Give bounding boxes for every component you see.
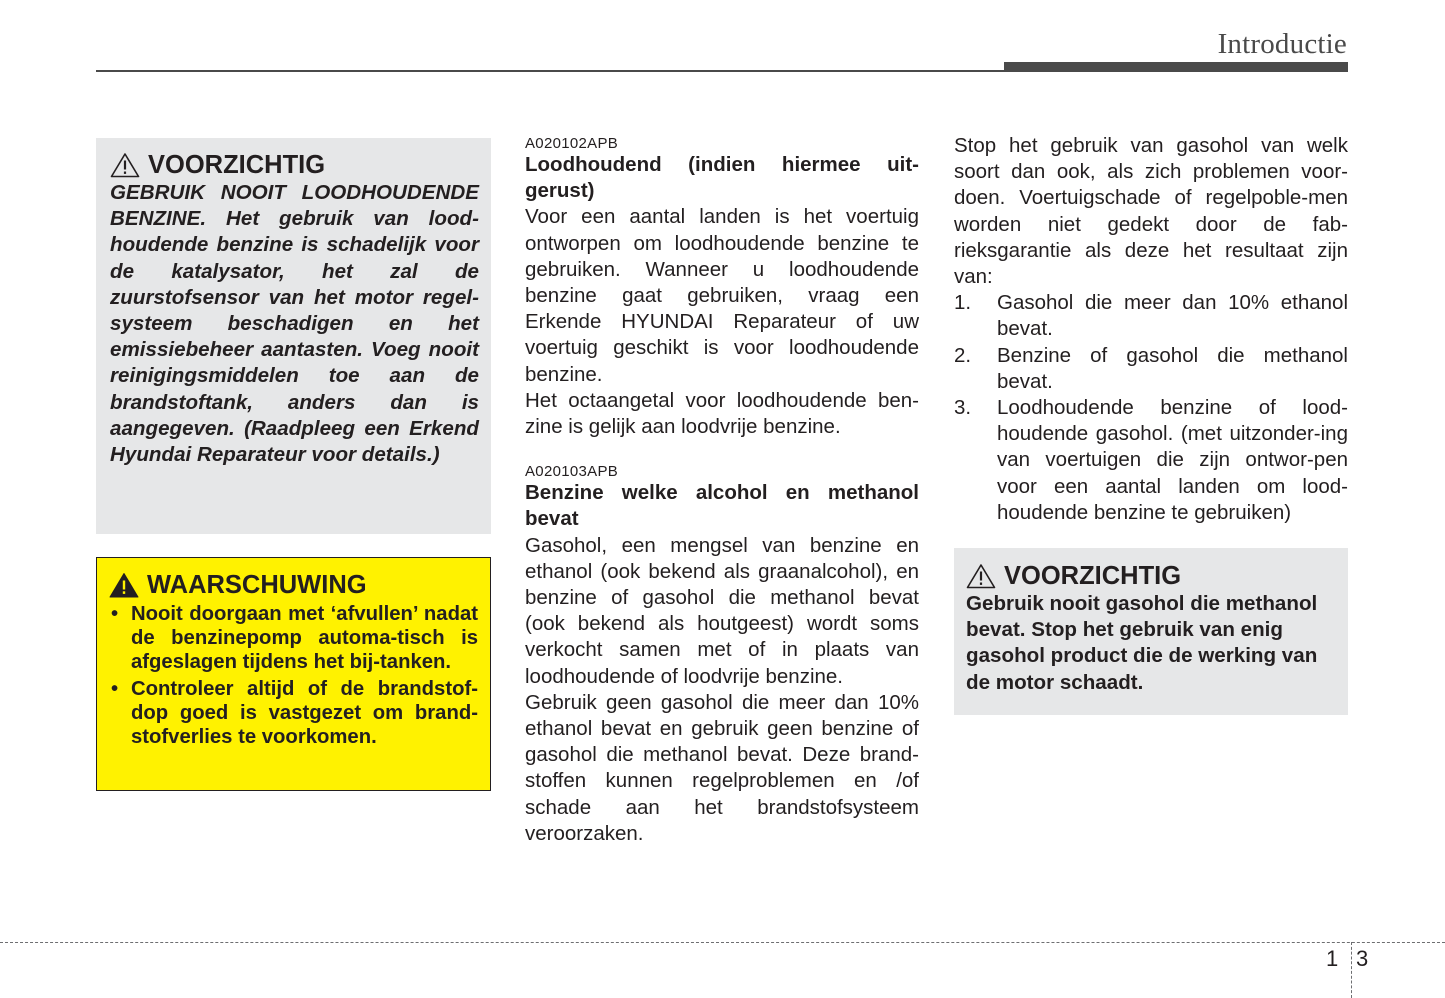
caution-heading-text: VOORZICHTIG <box>148 151 326 179</box>
footer-rule <box>0 942 1445 943</box>
paragraph: Het octaangetal voor loodhoudende ben-zine is gelijk aan loodvrije benzine. <box>525 388 919 439</box>
caution-heading <box>966 561 1336 591</box>
list-number: 2. <box>954 343 972 367</box>
warning-item: • Nooit doorgaan met ‘afvullen’ nadat de benzinepomp automa-tisch is afgeslagen tijdens het bij-tanken. <box>109 602 478 674</box>
section-title-leaded: Loodhoudend (indien hiermee uit-gerust) <box>525 153 919 203</box>
list-item <box>954 290 1348 342</box>
caution-body-text: Gebruik nooit gasohol die methanol bevat. Stop het gebruik van enig gasohol product die de werking van de motor schaadt. <box>966 592 1318 694</box>
caution-body-text: GEBRUIK NOOIT LOODHOUDENDE BENZINE. Het gebruik van lood-houdende benzine is schadelijk voor de katalysator, het zal de zuurstofsensor van het motor regel-systeem beschadigen en het emissiebeheer aantasten. Voeg nooit reinigingsmiddelen toe aan de brandstoftank, anders dan is aangegeven. (Raadpleeg een Erkend Hyundai Reparateur voor details.) <box>110 181 479 467</box>
header-rule <box>96 70 1006 72</box>
header-rule-bold <box>1004 62 1348 72</box>
warning-list <box>109 602 478 749</box>
caution-box-leaded-fuel <box>96 138 491 534</box>
caution-triangle-icon <box>966 563 996 589</box>
warning-item: • Controleer altijd of de brandstof-dop goed is vastgezet om brand-stofverlies te voorkomen. <box>109 677 478 749</box>
list-text: Loodhoudende benzine of lood-houdende gasohol. (met uitzonder-ing van voertuigen die zijn ontwor-pen voor een aantal landen om lood-houdende benzine te gebruiken) <box>997 396 1348 524</box>
warning-heading <box>109 570 478 600</box>
paragraph: Voor een aantal landen is het voertuig ontworpen om loodhoudende benzine te gebruiken. Wanneer u loodhoudende benzine gaat gebruiken, vraag een Erkende HYUNDAI Reparateur of uw voertuig geschikt is voor loodhoudende benzine. <box>525 205 919 386</box>
section-title-alcohol: Benzine welke alcohol en methanol bevat <box>525 481 919 531</box>
list-number: 3. <box>954 396 972 420</box>
caution-heading-text: VOORZICHTIG <box>1004 562 1182 590</box>
column-middle <box>525 135 919 847</box>
list-text: Benzine of gasohol die methanol bevat. <box>997 343 1348 393</box>
list-item <box>954 395 1348 526</box>
section-code: A020103APB <box>525 463 619 481</box>
caution-triangle-icon <box>110 152 140 178</box>
warning-heading-text: WAARSCHUWING <box>147 571 367 599</box>
column-right <box>954 133 1348 526</box>
caution-box-methanol <box>954 548 1348 715</box>
section-code: A020102APB <box>525 135 619 152</box>
warning-triangle-icon <box>109 572 139 598</box>
paragraph: Stop het gebruik van gasohol van welk soort dan ook, als zich problemen voor-doen. Voertuigschade of regelpoble-men worden niet gedekt door de fab-rieksgarantie als deze het resultaat zijn van: <box>954 134 1348 289</box>
caution-heading <box>110 150 479 180</box>
list-text: Gasohol die meer dan 10% ethanol bevat. <box>997 291 1348 341</box>
paragraph: Gasohol, een mengsel van benzine en ethanol (ook bekend als graanalcohol), en benzine of gasohol die methanol bevat (ook bekend als houtgeest) wordt soms verkocht samen met of in plaats van loodhoudende of loodvrije benzine. <box>525 533 919 688</box>
numbered-list <box>954 290 1348 526</box>
list-item <box>954 343 1348 395</box>
warning-box-refuelling <box>96 557 491 791</box>
chapter-number: 1 <box>1326 946 1339 971</box>
paragraph: Gebruik geen gasohol die meer dan 10% ethanol bevat en gebruik geen benzine of gasohol die methanol bevat. Deze brand-stoffen kunnen regelproblemen en /of schade aan het brandstofsysteem veroorzaken. <box>525 690 919 845</box>
footer-divider <box>1351 942 1352 998</box>
chapter-title: Introductie <box>1217 28 1347 60</box>
list-number: 1. <box>954 291 972 315</box>
page-number: 3 <box>1356 946 1369 971</box>
